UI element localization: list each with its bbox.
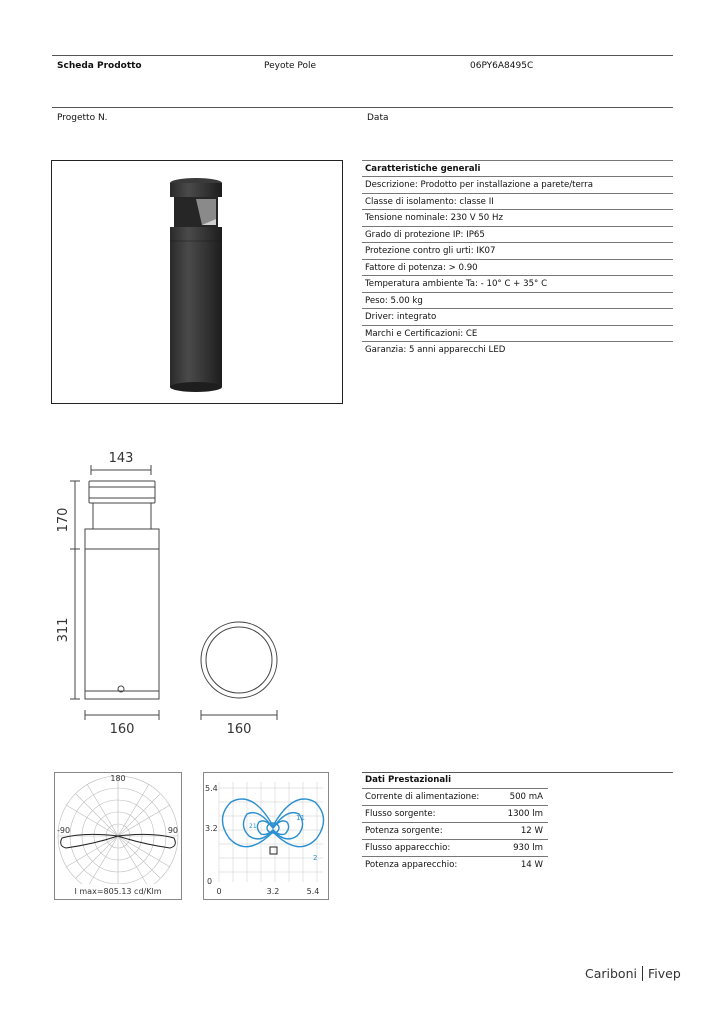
isolux-x-label-right: 5.4 (306, 887, 320, 896)
isolux-y-label-mid: 3.2 (205, 824, 218, 833)
spec-row: Garanzia: 5 anni apparecchi LED (362, 341, 673, 357)
spec-row: Grado di protezione IP: IP65 (362, 226, 673, 242)
document-title: Scheda Prodotto (57, 61, 142, 71)
product-code: 06PY6A8495C (470, 61, 534, 71)
product-name: Peyote Pole (264, 61, 317, 71)
performance-value: 1300 lm (507, 809, 543, 819)
polar-imax-label: I max=805.13 cd/Klm (74, 887, 162, 896)
spec-row: Tensione nominale: 230 V 50 Hz (362, 209, 673, 225)
spec-row: Descrizione: Prodotto per installazione a parete/terra (362, 176, 673, 192)
polar-label-right: 90 (167, 826, 178, 835)
performance-heading: Dati Prestazionali (365, 775, 452, 785)
performance-value: 500 mA (509, 792, 543, 802)
project-rule (52, 107, 673, 108)
performance-label: Potenza apparecchio: (365, 860, 458, 870)
spec-row: Peso: 5.00 kg (362, 292, 673, 308)
isolux-x-label-mid: 3.2 (266, 887, 280, 896)
polar-label-top: 180 (110, 774, 126, 783)
dim-top-width: 143 (108, 451, 134, 466)
performance-row (362, 788, 548, 805)
product-photo (52, 161, 342, 403)
spec-row: Driver: integrato (362, 308, 673, 324)
isolux-x-label-left: 0 (216, 887, 222, 896)
polar-diagram (54, 772, 182, 900)
dim-circle-width: 160 (226, 722, 252, 737)
performance-top-rule (362, 772, 673, 773)
performance-value: 12 W (520, 826, 543, 836)
performance-label: Flusso sorgente: (365, 809, 436, 819)
general-specs-heading: Caratteristiche generali (362, 160, 673, 176)
isolux-curve-label: 2 (313, 854, 318, 862)
spec-row: Fattore di potenza: > 0.90 (362, 259, 673, 275)
brand-name-right: Fivep (647, 966, 681, 981)
performance-row (362, 822, 548, 839)
isolux-y-label-bottom: 0 (207, 877, 213, 886)
isolux-diagram (203, 772, 329, 900)
brand-divider (642, 966, 643, 981)
performance-label: Corrente di alimentazione: (365, 792, 480, 802)
brand-logo (585, 966, 681, 981)
performance-row (362, 805, 548, 822)
performance-value: 14 W (520, 860, 543, 870)
project-label: Progetto N. (57, 113, 108, 123)
spec-row: Protezione contro gli urti: IK07 (362, 242, 673, 258)
spec-row: Classe di isolamento: classe II (362, 193, 673, 209)
polar-label-left: -90 (57, 826, 71, 835)
dimension-drawing (45, 440, 305, 750)
performance-label: Potenza sorgente: (365, 826, 443, 836)
performance-value: 930 lm (513, 843, 543, 853)
dim-body-height: 311 (56, 617, 71, 643)
dim-head-height: 170 (56, 507, 71, 533)
header-top-rule (52, 55, 673, 56)
isolux-curve-label: 11 (296, 814, 305, 822)
isolux-y-label-top: 5.4 (205, 784, 218, 793)
performance-label: Flusso apparecchio: (365, 843, 451, 853)
spec-row: Marchi e Certificazioni: CE (362, 325, 673, 341)
isolux-curve-label: 21 (249, 823, 257, 830)
dim-base-width: 160 (109, 722, 135, 737)
performance-row (362, 839, 548, 856)
product-image-frame (51, 160, 343, 404)
performance-row (362, 856, 548, 873)
date-label: Data (367, 113, 389, 123)
brand-name-left: Cariboni (585, 966, 637, 981)
spec-row: Temperatura ambiente Ta: - 10° C + 35° C (362, 275, 673, 291)
